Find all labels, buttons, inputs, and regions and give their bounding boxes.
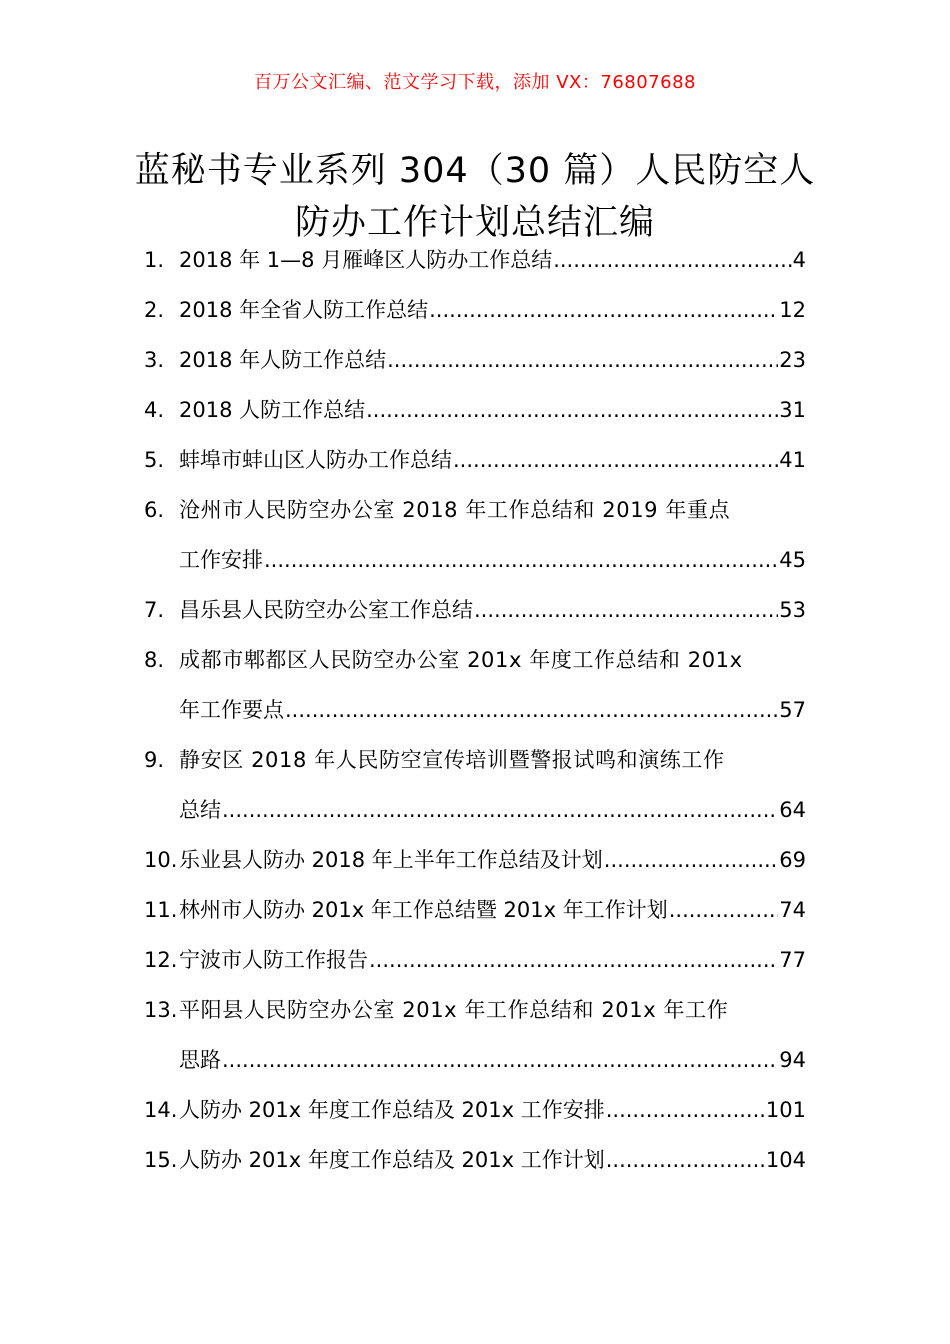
toc-entry-title: 2018 年全省人防工作总结 — [179, 298, 429, 322]
toc-entry-number: 14. — [144, 1098, 178, 1122]
toc-entry-body — [179, 835, 806, 885]
toc-entry-title-first-line: 成都市郫都区人民防空办公室 201x 年度工作总结和 201x — [179, 648, 743, 672]
toc-entry-title: 年工作要点 — [179, 698, 284, 722]
toc-entry-title: 宁波市人防工作报告 — [179, 948, 368, 972]
toc-entry[interactable] — [144, 235, 806, 285]
toc-entry-title: 总结 — [179, 798, 221, 822]
toc-entry-number: 4. — [144, 398, 165, 422]
toc-entry-title: 工作安排 — [179, 548, 263, 572]
toc-entry-title: 思路 — [179, 1048, 221, 1072]
toc-entry[interactable] — [144, 935, 806, 985]
toc-entry-title-first-line: 静安区 2018 年人民防空宣传培训暨警报试鸣和演练工作 — [179, 748, 725, 772]
toc-entry-number: 12. — [144, 948, 178, 972]
toc-entry-number: 8. — [144, 648, 165, 672]
toc-page-number: 23 — [779, 348, 806, 372]
header-note: 百万公文汇编、范文学习下载，添加 VX：76807688 — [254, 72, 696, 93]
toc-leader-dots — [285, 685, 778, 735]
toc-entry-title: 林州市人防办 201x 年工作总结暨 201x 年工作计划 — [179, 898, 668, 922]
toc-entry-number: 15. — [144, 1148, 178, 1172]
toc-entry-body — [179, 435, 806, 485]
toc-entry-body — [179, 335, 806, 385]
toc-entry-title: 人防办 201x 年度工作总结及 201x 工作计划 — [179, 1148, 605, 1172]
toc-entry-title: 2018 年人防工作总结 — [179, 348, 387, 372]
toc-leader-dots — [366, 385, 778, 435]
toc-entry-body — [179, 885, 806, 935]
toc-page-number: 31 — [779, 398, 806, 422]
toc-leader-dots — [553, 235, 791, 285]
toc-leader-dots — [604, 835, 778, 885]
toc-entry-body — [179, 585, 806, 635]
toc-entry[interactable] — [144, 1135, 806, 1185]
toc-entry-title-first-line: 沧州市人民防空办公室 2018 年工作总结和 2019 年重点 — [179, 498, 731, 522]
toc-leader-dots — [369, 935, 778, 985]
toc-page-number: 74 — [779, 898, 806, 922]
toc-leader-dots — [387, 335, 778, 385]
toc-page-number: 104 — [765, 1148, 806, 1172]
toc-entry[interactable] — [144, 885, 806, 935]
toc-entry-number: 7. — [144, 598, 165, 622]
toc-page-number: 4 — [792, 248, 806, 272]
toc-entry-body — [179, 235, 806, 285]
toc-entry[interactable] — [144, 635, 806, 735]
toc-page-number: 69 — [779, 848, 806, 872]
toc-page-number: 41 — [779, 448, 806, 472]
toc-page-number: 101 — [765, 1098, 806, 1122]
toc-leader-dots — [606, 1085, 765, 1135]
toc-entry-title-first-line: 平阳县人民防空办公室 201x 年工作总结和 201x 年工作 — [179, 998, 729, 1022]
toc-entry-number: 3. — [144, 348, 165, 372]
toc-entry[interactable] — [144, 335, 806, 385]
toc-page-number: 12 — [779, 298, 806, 322]
toc-entry[interactable] — [144, 735, 806, 835]
toc-leader-dots — [222, 785, 778, 835]
toc-entry-body — [179, 1085, 806, 1135]
toc-entry[interactable] — [144, 285, 806, 335]
toc-entry[interactable] — [144, 385, 806, 435]
toc-page-number: 77 — [779, 948, 806, 972]
toc-entry-title: 乐业县人防办 2018 年上半年工作总结及计划 — [179, 848, 603, 872]
toc-entry-body — [179, 485, 806, 585]
toc-entry-body — [179, 385, 806, 435]
toc-leader-dots — [222, 1035, 778, 1085]
toc-entry-title: 蚌埠市蚌山区人防办工作总结 — [179, 448, 452, 472]
toc-entry-title: 昌乐县人民防空办公室工作总结 — [179, 598, 473, 622]
toc-entry-number: 1. — [144, 248, 165, 272]
toc-entry-body — [179, 985, 806, 1085]
toc-entry-title: 2018 年 1—8 月雁峰区人防办工作总结 — [179, 248, 553, 272]
toc-entry[interactable] — [144, 585, 806, 635]
toc-entry-number: 6. — [144, 498, 165, 522]
toc-page-number: 57 — [779, 698, 806, 722]
table-of-contents — [144, 235, 806, 1185]
document-title — [100, 145, 850, 249]
toc-entry-title: 2018 人防工作总结 — [179, 398, 366, 422]
toc-leader-dots — [669, 885, 779, 935]
toc-entry[interactable] — [144, 1085, 806, 1135]
toc-entry-number: 10. — [144, 848, 178, 872]
toc-entry-body — [179, 635, 806, 735]
toc-entry-number: 11. — [144, 898, 178, 922]
toc-page-number: 45 — [779, 548, 806, 572]
toc-entry-body — [179, 735, 806, 835]
toc-entry[interactable] — [144, 435, 806, 485]
toc-entry-number: 9. — [144, 748, 165, 772]
toc-entry-body — [179, 935, 806, 985]
toc-leader-dots — [453, 435, 778, 485]
toc-entry-number: 2. — [144, 298, 165, 322]
toc-entry[interactable] — [144, 485, 806, 585]
toc-entry-number: 5. — [144, 448, 165, 472]
toc-leader-dots — [474, 585, 778, 635]
toc-page-number: 53 — [779, 598, 806, 622]
toc-page-number: 94 — [779, 1048, 806, 1072]
toc-entry[interactable] — [144, 985, 806, 1085]
document-title-line-2: 防办工作计划总结汇编 — [294, 203, 655, 244]
toc-entry-body — [179, 285, 806, 335]
toc-page-number: 64 — [779, 798, 806, 822]
toc-leader-dots — [264, 535, 778, 585]
toc-leader-dots — [429, 285, 778, 335]
document-title-line-1: 蓝秘书专业系列 304（30 篇）人民防空人 — [134, 151, 816, 192]
toc-entry-number: 13. — [144, 998, 178, 1022]
toc-entry-title: 人防办 201x 年度工作总结及 201x 工作安排 — [179, 1098, 605, 1122]
toc-leader-dots — [606, 1135, 765, 1185]
toc-entry[interactable] — [144, 835, 806, 885]
toc-entry-body — [179, 1135, 806, 1185]
